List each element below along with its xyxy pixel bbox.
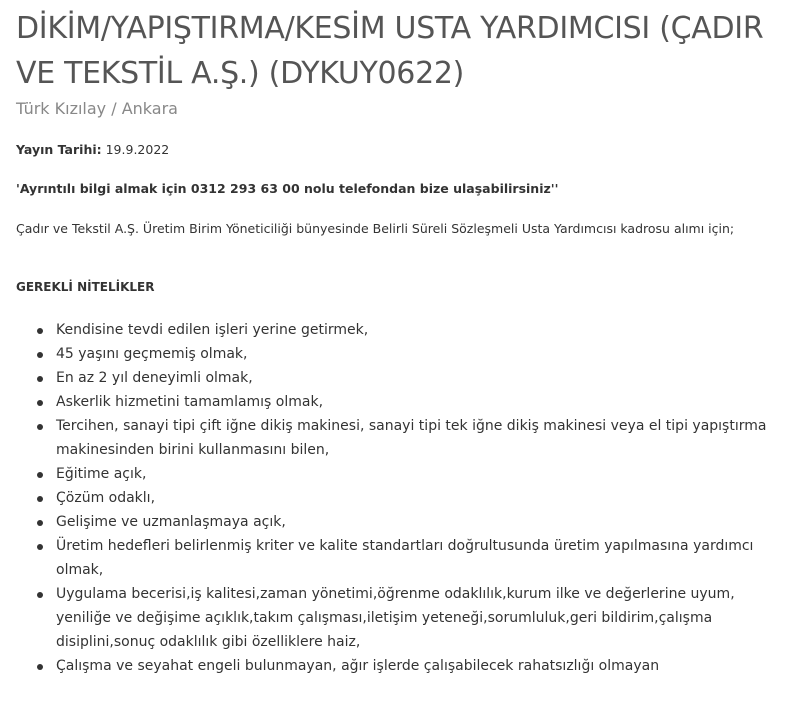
list-item-text: Eğitime açık, bbox=[56, 466, 147, 482]
list-item-text: Kendisine tevdi edilen işleri yerine getirmek, bbox=[56, 322, 369, 338]
intro-text: Çadır ve Tekstil A.Ş. Üretim Birim Yöneticiliği bünyesinde Belirli Süreli Sözleşmeli Usta Yardımcısı kadrosu alımı için; bbox=[16, 221, 735, 236]
list-item bbox=[56, 390, 794, 414]
publish-date-label: Yayın Tarihi: bbox=[16, 142, 102, 157]
bullet-icon bbox=[37, 400, 43, 406]
list-item bbox=[56, 534, 794, 582]
list-item-text: Üretim hedefleri belirlenmiş kriter ve kalite standartları doğrultusunda üretim yapılmasına yardımcı olmak, bbox=[56, 538, 754, 578]
list-item-text: Gelişime ve uzmanlaşmaya açık, bbox=[56, 514, 286, 530]
bullet-icon bbox=[37, 352, 43, 358]
requirements-list bbox=[16, 318, 794, 678]
bullet-icon bbox=[37, 496, 43, 502]
list-item-text: 45 yaşını geçmemiş olmak, bbox=[56, 346, 248, 362]
list-item-text: Çözüm odaklı, bbox=[56, 490, 156, 506]
bullet-icon bbox=[37, 520, 43, 526]
bullet-icon bbox=[37, 328, 43, 334]
bullet-icon bbox=[37, 472, 43, 478]
list-item bbox=[56, 318, 794, 342]
list-item-text: En az 2 yıl deneyimli olmak, bbox=[56, 370, 253, 386]
bullet-icon bbox=[37, 664, 43, 670]
bullet-icon bbox=[37, 592, 43, 598]
list-item-text: Tercihen, sanayi tipi çift iğne dikiş makinesi, sanayi tipi tek iğne dikiş makinesi veya el tipi yapıştırma makinesinden birini kullanmasını bilen, bbox=[56, 418, 767, 458]
requirements-heading: GEREKLİ NİTELİKLER bbox=[16, 280, 155, 294]
contact-note: 'Ayrıntılı bilgi almak için 0312 293 63 00 nolu telefondan bize ulaşabilirsiniz'' bbox=[16, 181, 559, 196]
list-item-text: Askerlik hizmetini tamamlamış olmak, bbox=[56, 394, 324, 410]
bullet-icon bbox=[37, 376, 43, 382]
list-item bbox=[56, 654, 794, 678]
list-item-text: Çalışma ve seyahat engeli bulunmayan, ağır işlerde çalışabilecek rahatsızlığı olmayan bbox=[56, 658, 660, 674]
job-title: DİKİM/YAPIŞTIRMA/KESİM USTA YARDIMCISI (ÇADIR VE TEKSTİL A.Ş.) (DYKUY0622) bbox=[16, 11, 764, 91]
list-item bbox=[56, 486, 794, 510]
list-item bbox=[56, 414, 794, 462]
list-item bbox=[56, 342, 794, 366]
bullet-icon bbox=[37, 544, 43, 550]
bullet-icon bbox=[37, 424, 43, 430]
list-item bbox=[56, 510, 794, 534]
publish-date-value: 19.9.2022 bbox=[105, 142, 170, 157]
list-item bbox=[56, 366, 794, 390]
list-item bbox=[56, 582, 794, 654]
list-item bbox=[56, 462, 794, 486]
organization-location: Türk Kızılay / Ankara bbox=[16, 99, 178, 118]
publish-date-row bbox=[16, 141, 794, 159]
list-item-text: Uygulama becerisi,iş kalitesi,zaman yönetimi,öğrenme odaklılık,kurum ilke ve değerlerine uyum, yeniliğe ve değişime açıklık,takım çalışması,iletişim yeteneği,sorumluluk,geri bildirim,çalışma disiplini,sonuç odaklılık gibi özelliklere haiz, bbox=[56, 586, 735, 650]
